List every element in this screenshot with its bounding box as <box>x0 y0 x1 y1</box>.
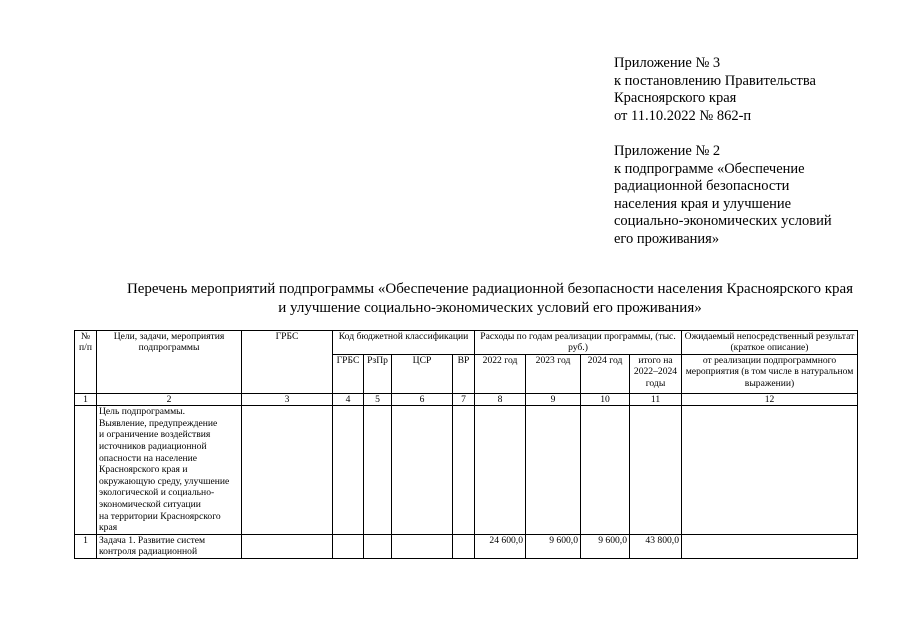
annex-line: Красноярского края <box>614 90 737 107</box>
task-expense-2023: 9 600,0 <box>526 534 581 558</box>
goal-line: Красноярского края и <box>99 464 188 476</box>
empty-cell <box>242 534 333 558</box>
goal-line: Выявление, предупреждение <box>99 417 218 429</box>
empty-cell <box>682 406 858 535</box>
header-budget-code: Код бюджетной классификации <box>333 331 475 355</box>
header-expenses: Расходы по годам реализации программы, (тыс. руб.) <box>475 331 682 355</box>
goal-line: на территории Красноярского <box>99 510 221 522</box>
measures-table <box>74 330 858 559</box>
header-num: № п/п <box>75 331 97 394</box>
task-expense-2022: 24 600,0 <box>475 534 526 558</box>
annex-line: его проживания» <box>614 230 720 247</box>
column-number-row <box>75 393 858 405</box>
empty-cell <box>682 534 858 558</box>
column-number: 12 <box>682 393 858 405</box>
annex-line: Приложение № 3 <box>614 55 721 71</box>
column-number: 6 <box>392 393 453 405</box>
header-grbs: ГРБС <box>242 331 333 394</box>
task-line: контроля радиационной <box>99 546 198 558</box>
annex-line: радиационной безопасности <box>614 178 790 195</box>
annex-line: к постановлению Правительства <box>614 72 816 89</box>
task-row <box>75 534 858 558</box>
header-result-bottom: от реализации подпрограммного мероприятия (в том числе в натуральном выражении) <box>682 354 858 393</box>
header-result-top: Ожидаемый непосредственный результат (краткое описание) <box>682 331 858 355</box>
subheader-rzpr: РзПр <box>364 354 392 393</box>
goal-line: экономической ситуации <box>99 498 201 510</box>
goal-num-cell <box>75 406 97 535</box>
header-goals: Цели, задачи, мероприятия подпрограммы <box>97 331 242 394</box>
empty-cell <box>364 534 392 558</box>
column-number: 3 <box>242 393 333 405</box>
empty-cell <box>333 534 364 558</box>
column-number: 7 <box>453 393 475 405</box>
empty-cell <box>453 406 475 535</box>
goal-line: опасности на население <box>99 452 197 464</box>
task-text-cell <box>97 534 242 558</box>
empty-cell <box>333 406 364 535</box>
column-number: 8 <box>475 393 526 405</box>
goal-line: края <box>99 522 118 534</box>
goal-line: источников радиационной <box>99 441 207 452</box>
goal-line: окружающую среду, улучшение <box>99 475 230 487</box>
empty-cell <box>475 406 526 535</box>
subheader-2023: 2023 год <box>526 354 581 393</box>
subheader-vr: ВР <box>453 354 475 393</box>
subheader-total: итого на 2022–2024 годы <box>630 354 682 393</box>
document-title <box>60 280 903 317</box>
subheader-2024: 2024 год <box>581 354 630 393</box>
subheader-grbs: ГРБС <box>333 354 364 393</box>
empty-cell <box>630 406 682 535</box>
annex-2-header <box>614 143 832 249</box>
title-line-1: Перечень мероприятий подпрограммы «Обеспечение радиационной безопасности населения Красноярского края <box>126 281 854 297</box>
empty-cell <box>526 406 581 535</box>
column-number: 4 <box>333 393 364 405</box>
column-number: 11 <box>630 393 682 405</box>
annex-3-header <box>614 55 816 125</box>
subheader-2022: 2022 год <box>475 354 526 393</box>
goal-row <box>75 406 858 535</box>
task-expense-2024: 9 600,0 <box>581 534 630 558</box>
task-num: 1 <box>75 534 97 558</box>
column-number: 10 <box>581 393 630 405</box>
empty-cell <box>242 406 333 535</box>
empty-cell <box>453 534 475 558</box>
empty-cell <box>392 534 453 558</box>
column-number: 9 <box>526 393 581 405</box>
goal-line: Цель подпрограммы. <box>99 406 185 418</box>
task-line: Задача 1. Развитие систем <box>99 534 206 546</box>
goal-line: экологической и социально- <box>99 487 215 499</box>
column-number: 2 <box>97 393 242 405</box>
empty-cell <box>392 406 453 535</box>
subheader-csr: ЦСР <box>392 354 453 393</box>
annex-line: к подпрограмме «Обеспечение <box>614 160 805 177</box>
goal-line: и ограничение воздействия <box>99 429 211 441</box>
empty-cell <box>581 406 630 535</box>
goal-text-cell <box>97 406 242 535</box>
annex-line: населения края и улучшение <box>614 195 792 212</box>
annex-line: Приложение № 2 <box>614 143 721 159</box>
task-expense-total: 43 800,0 <box>630 534 682 558</box>
column-number: 5 <box>364 393 392 405</box>
column-number: 1 <box>75 393 97 405</box>
title-line-2: и улучшение социально-экономических условий его проживания» <box>278 299 702 316</box>
annex-line: социально-экономических условий <box>614 213 832 230</box>
annex-line: от 11.10.2022 № 862-п <box>614 107 752 124</box>
empty-cell <box>364 406 392 535</box>
